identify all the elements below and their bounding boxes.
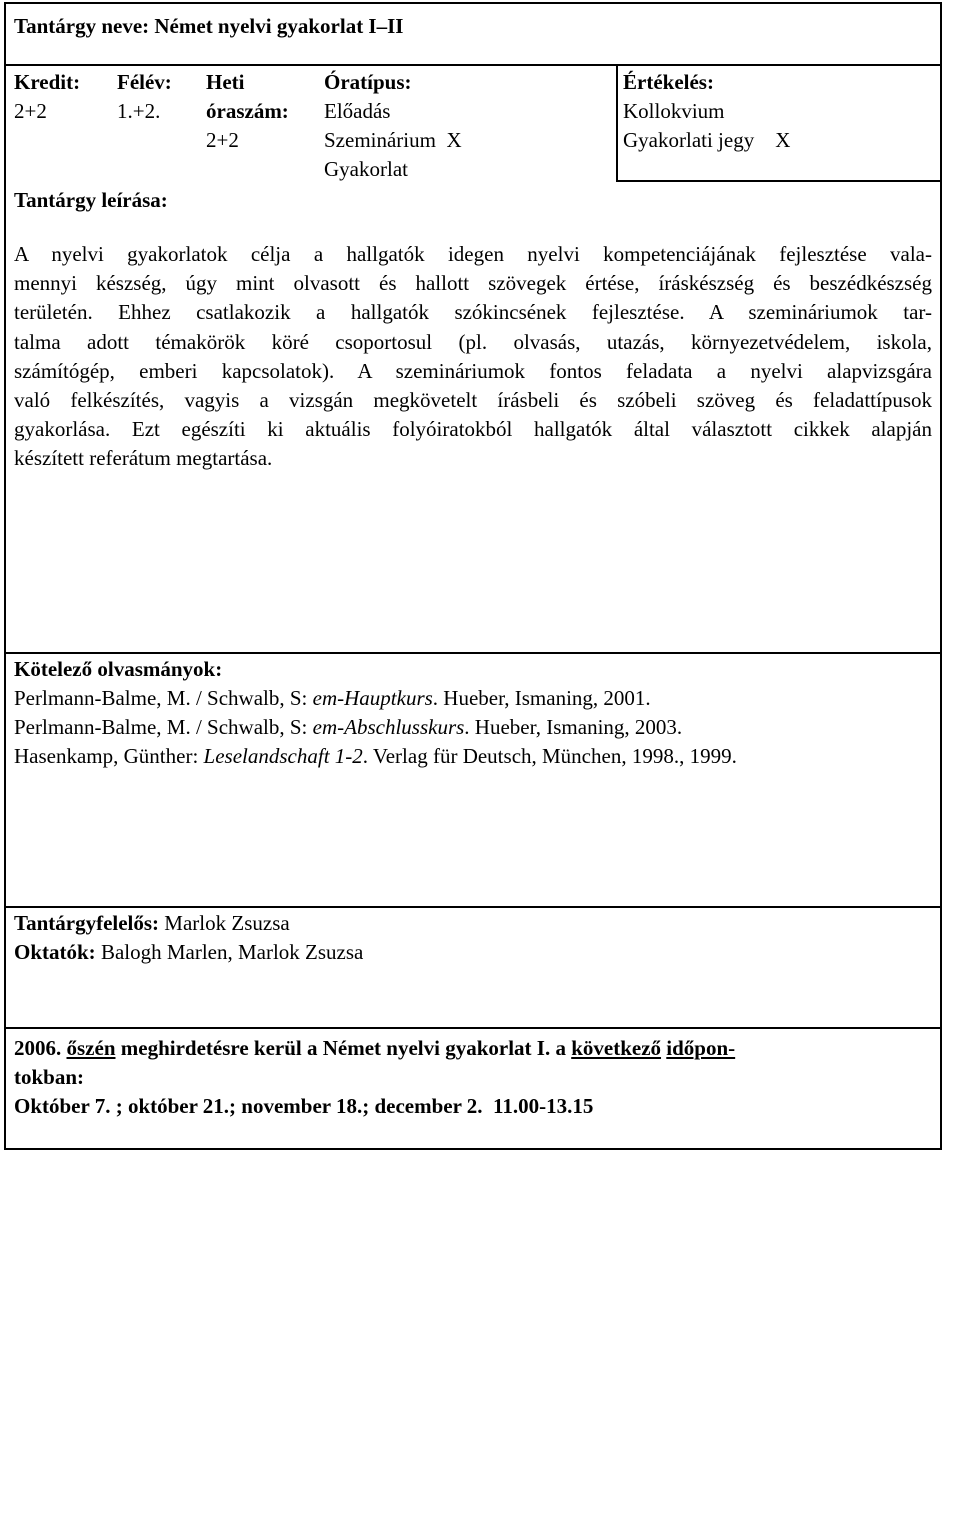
reading-publisher: . Verlag für Deutsch, München, 1998., 1999. — [362, 744, 737, 768]
announcement-next: következő — [571, 1036, 662, 1060]
announcement-line-1 — [14, 1034, 932, 1063]
responsible-line — [14, 909, 932, 938]
class-type-option-seminar: Szeminárium X — [324, 128, 462, 152]
readings-section — [14, 655, 932, 771]
semester-label: Félév: — [117, 70, 172, 94]
reading-author: Perlmann-Balme, M. / Schwalb, S: — [14, 686, 313, 710]
description-line: számítógép, emberi kapcsolatok). A szemináriumok fontos feladata a nyelvi alapvizsgára — [14, 358, 932, 383]
class-type-option-lecture: Előadás — [324, 99, 391, 123]
weekly-hours-label-2: óraszám: — [206, 99, 289, 123]
staff-section — [14, 909, 932, 967]
credit-value: 2+2 — [14, 99, 47, 123]
weekly-hours-value: 2+2 — [206, 128, 239, 152]
description-line: talma adott témakörök köré csoportosul (pl. olvasás, utazás, környezetvédelem, iskola, — [14, 329, 932, 354]
description-line: készített referátum megtartása. — [14, 446, 273, 471]
reading-author: Hasenkamp, Günther: — [14, 744, 204, 768]
weekly-hours-label-1: Heti — [206, 70, 245, 94]
responsible-value: Marlok Zsuzsa — [159, 911, 290, 935]
reading-item — [14, 713, 932, 742]
readings-label: Kötelező olvasmányok: — [14, 657, 223, 681]
credit-label: Kredit: — [14, 70, 81, 94]
subject-title-label: Tantárgy neve: — [14, 14, 150, 38]
divider-readings — [6, 906, 940, 908]
announcement-year: 2006. — [14, 1036, 62, 1060]
announcement-dates-word: időpon- — [666, 1036, 736, 1060]
reading-publisher: . Hueber, Ismaning, 2001. — [432, 686, 651, 710]
evaluation-option-colloquium: Kollokvium — [623, 99, 725, 123]
reading-title: Leselandschaft 1-2 — [203, 744, 363, 768]
class-type-label: Óratípus: — [324, 70, 412, 94]
description-label: Tantárgy leírása: — [14, 188, 168, 212]
class-type-option-practice: Gyakorlat — [324, 157, 408, 181]
instructors-label: Oktatók: — [14, 940, 96, 964]
instructors-line — [14, 938, 932, 967]
instructors-value: Balogh Marlen, Marlok Zsuzsa — [95, 940, 364, 964]
description-line: területén. Ehhez csatlakozik a hallgatók szókincsének fejlesztése. A szemináriumok tar- — [14, 300, 932, 325]
divider-title — [6, 64, 940, 66]
reading-title: em-Hauptkurs — [312, 686, 433, 710]
description-line: való felkészítés, vagyis a vizsgán megkövetelt írásbeli és szóbeli szöveg és feladattípusok — [14, 388, 932, 413]
responsible-label: Tantárgyfelelős: — [14, 911, 160, 935]
description-line: gyakorlása. Ezt egészíti ki aktuális folyóiratokból hallgatók által választott cikkek alapján — [14, 417, 932, 442]
divider-description — [6, 652, 940, 654]
announcement-section — [14, 1034, 932, 1121]
subject-title — [14, 12, 403, 41]
divider-meta — [616, 180, 940, 182]
subject-title-value: Német nyelvi gyakorlat I–II — [154, 14, 404, 38]
description-line: mennyi készség, úgy mint olvasott és hallott szövegek értése, íráskészség és beszédkészség — [14, 271, 932, 296]
description-line: A nyelvi gyakorlatok célja a hallgatók idegen nyelvi kompetenciájának fejlesztése vala- — [14, 242, 932, 266]
semester-value: 1.+2. — [117, 99, 161, 123]
reading-item — [14, 742, 932, 771]
announcement-line-2: tokban: — [14, 1065, 85, 1089]
reading-item — [14, 684, 932, 713]
reading-author: Perlmann-Balme, M. / Schwalb, S: — [14, 715, 313, 739]
evaluation-option-practical-grade: Gyakorlati jegy X — [623, 128, 791, 152]
divider-columns — [616, 64, 618, 182]
reading-publisher: . Hueber, Ismaning, 2003. — [464, 715, 683, 739]
evaluation-label: Értékelés: — [623, 70, 714, 94]
course-sheet — [4, 2, 942, 1150]
divider-staff — [6, 1027, 940, 1029]
description-text — [14, 240, 932, 474]
announcement-middle: meghirdetésre kerül a Német nyelvi gyakorlat I. a — [115, 1036, 572, 1060]
announcement-dates: Október 7. ; október 21.; november 18.; december 2. 11.00-13.15 — [14, 1094, 594, 1118]
announcement-autumn: őszén — [66, 1036, 116, 1060]
reading-title: em-Abschlusskurs — [312, 715, 465, 739]
